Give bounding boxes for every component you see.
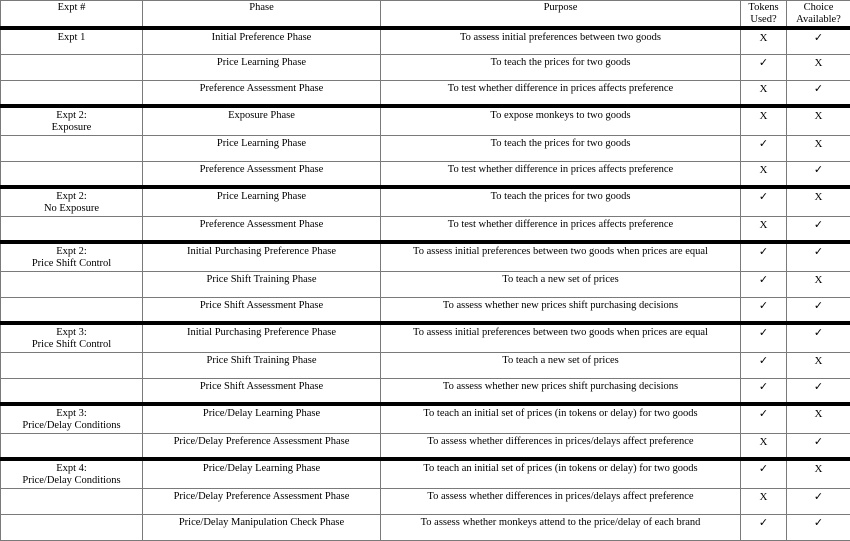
- header-expt: Expt #: [1, 1, 143, 29]
- purpose-cell: To expose monkeys to two goods: [381, 106, 741, 135]
- experiment-cell-empty: [1, 433, 143, 459]
- table-row: [1, 80, 850, 106]
- phase-cell: Price Shift Assessment Phase: [143, 378, 381, 404]
- tokens-used-cell: ✓: [741, 323, 787, 352]
- choice-available-cell: X: [787, 271, 850, 297]
- table-row: [1, 488, 850, 514]
- table-row: [1, 161, 850, 187]
- choice-available-cell: ✓: [787, 80, 850, 106]
- phase-cell: Price/Delay Learning Phase: [143, 404, 381, 433]
- purpose-cell: To assess whether new prices shift purchasing decisions: [381, 378, 741, 404]
- phase-cell: Exposure Phase: [143, 106, 381, 135]
- tokens-used-cell: ✓: [741, 378, 787, 404]
- purpose-cell: To assess initial preferences between two goods when prices are equal: [381, 242, 741, 271]
- table-body: [1, 28, 850, 541]
- phase-cell: Price Shift Training Phase: [143, 271, 381, 297]
- phase-cell: Price/Delay Preference Assessment Phase: [143, 488, 381, 514]
- header-row: [1, 1, 850, 29]
- phase-cell: Initial Purchasing Preference Phase: [143, 323, 381, 352]
- purpose-cell: To test whether difference in prices affects preference: [381, 161, 741, 187]
- experiment-cell-empty: [1, 488, 143, 514]
- phase-cell: Initial Preference Phase: [143, 28, 381, 54]
- table-row: [1, 378, 850, 404]
- table-row: [1, 514, 850, 540]
- choice-available-cell: X: [787, 459, 850, 488]
- tokens-used-cell: X: [741, 216, 787, 242]
- purpose-cell: To assess initial preferences between two goods: [381, 28, 741, 54]
- purpose-cell: To assess whether monkeys attend to the price/delay of each brand: [381, 514, 741, 540]
- table-row: [1, 433, 850, 459]
- choice-available-cell: X: [787, 54, 850, 80]
- tokens-used-cell: ✓: [741, 514, 787, 540]
- purpose-cell: To assess whether differences in prices/delays affect preference: [381, 488, 741, 514]
- table-row: [1, 54, 850, 80]
- experiment-cell-empty: [1, 161, 143, 187]
- purpose-cell: To assess whether differences in prices/delays affect preference: [381, 433, 741, 459]
- choice-available-cell: ✓: [787, 378, 850, 404]
- experiment-cell-empty: [1, 378, 143, 404]
- experiment-cell-empty: [1, 297, 143, 323]
- table-row: [1, 135, 850, 161]
- tokens-used-cell: ✓: [741, 271, 787, 297]
- experiment-cell-empty: [1, 135, 143, 161]
- table-row: [1, 459, 850, 488]
- choice-available-cell: ✓: [787, 242, 850, 271]
- table-row: [1, 242, 850, 271]
- table-row: [1, 297, 850, 323]
- table-row: [1, 28, 850, 54]
- choice-available-cell: ✓: [787, 433, 850, 459]
- choice-available-cell: ✓: [787, 216, 850, 242]
- tokens-used-cell: ✓: [741, 187, 787, 216]
- phase-cell: Price/Delay Learning Phase: [143, 459, 381, 488]
- header-tokens-used: Tokens Used?: [741, 1, 787, 29]
- phase-cell: Initial Purchasing Preference Phase: [143, 242, 381, 271]
- phase-cell: Preference Assessment Phase: [143, 216, 381, 242]
- purpose-cell: To teach a new set of prices: [381, 271, 741, 297]
- experiment-cell-empty: [1, 54, 143, 80]
- choice-available-cell: ✓: [787, 488, 850, 514]
- table-row: [1, 271, 850, 297]
- phase-cell: Price Shift Training Phase: [143, 352, 381, 378]
- experiment-cell-empty: [1, 352, 143, 378]
- experiment-cell-empty: [1, 216, 143, 242]
- tokens-used-cell: X: [741, 106, 787, 135]
- experiment-label: Expt 3: Price Shift Control: [1, 323, 143, 352]
- phase-cell: Price Shift Assessment Phase: [143, 297, 381, 323]
- tokens-used-cell: ✓: [741, 352, 787, 378]
- experiment-label: Expt 4: Price/Delay Conditions: [1, 459, 143, 488]
- phase-cell: Preference Assessment Phase: [143, 80, 381, 106]
- experiment-label: Expt 2: Price Shift Control: [1, 242, 143, 271]
- tokens-used-cell: ✓: [741, 54, 787, 80]
- table-row: [1, 323, 850, 352]
- experiment-label: Expt 2: Exposure: [1, 106, 143, 135]
- purpose-cell: To teach the prices for two goods: [381, 187, 741, 216]
- experiment-label: Expt 2: No Exposure: [1, 187, 143, 216]
- table-row: [1, 404, 850, 433]
- choice-available-cell: X: [787, 106, 850, 135]
- purpose-cell: To teach the prices for two goods: [381, 54, 741, 80]
- choice-available-cell: X: [787, 404, 850, 433]
- tokens-used-cell: X: [741, 488, 787, 514]
- purpose-cell: To assess whether new prices shift purchasing decisions: [381, 297, 741, 323]
- choice-available-cell: ✓: [787, 323, 850, 352]
- experiment-cell-empty: [1, 80, 143, 106]
- phase-cell: Price Learning Phase: [143, 187, 381, 216]
- tokens-used-cell: ✓: [741, 404, 787, 433]
- table-row: [1, 187, 850, 216]
- header-phase: Phase: [143, 1, 381, 29]
- experiment-label: Expt 1: [1, 28, 143, 54]
- phase-cell: Price Learning Phase: [143, 54, 381, 80]
- tokens-used-cell: ✓: [741, 135, 787, 161]
- phase-cell: Price/Delay Manipulation Check Phase: [143, 514, 381, 540]
- table-row: [1, 352, 850, 378]
- choice-available-cell: X: [787, 187, 850, 216]
- phase-cell: Price Learning Phase: [143, 135, 381, 161]
- purpose-cell: To assess initial preferences between two goods when prices are equal: [381, 323, 741, 352]
- phase-cell: Price/Delay Preference Assessment Phase: [143, 433, 381, 459]
- tokens-used-cell: X: [741, 28, 787, 54]
- choice-available-cell: ✓: [787, 161, 850, 187]
- purpose-cell: To teach a new set of prices: [381, 352, 741, 378]
- phase-cell: Preference Assessment Phase: [143, 161, 381, 187]
- purpose-cell: To test whether difference in prices affects preference: [381, 216, 741, 242]
- tokens-used-cell: X: [741, 433, 787, 459]
- purpose-cell: To teach an initial set of prices (in tokens or delay) for two goods: [381, 404, 741, 433]
- purpose-cell: To teach an initial set of prices (in tokens or delay) for two goods: [381, 459, 741, 488]
- header-choice-available: Choice Available?: [787, 1, 850, 29]
- tokens-used-cell: ✓: [741, 459, 787, 488]
- purpose-cell: To test whether difference in prices affects preference: [381, 80, 741, 106]
- choice-available-cell: ✓: [787, 297, 850, 323]
- experiment-cell-empty: [1, 514, 143, 540]
- tokens-used-cell: X: [741, 161, 787, 187]
- table-row: [1, 216, 850, 242]
- choice-available-cell: X: [787, 135, 850, 161]
- tokens-used-cell: ✓: [741, 242, 787, 271]
- purpose-cell: To teach the prices for two goods: [381, 135, 741, 161]
- table-row: [1, 106, 850, 135]
- header-purpose: Purpose: [381, 1, 741, 29]
- choice-available-cell: X: [787, 352, 850, 378]
- tokens-used-cell: X: [741, 80, 787, 106]
- choice-available-cell: ✓: [787, 28, 850, 54]
- experiment-cell-empty: [1, 271, 143, 297]
- choice-available-cell: ✓: [787, 514, 850, 540]
- tokens-used-cell: ✓: [741, 297, 787, 323]
- experiment-label: Expt 3: Price/Delay Conditions: [1, 404, 143, 433]
